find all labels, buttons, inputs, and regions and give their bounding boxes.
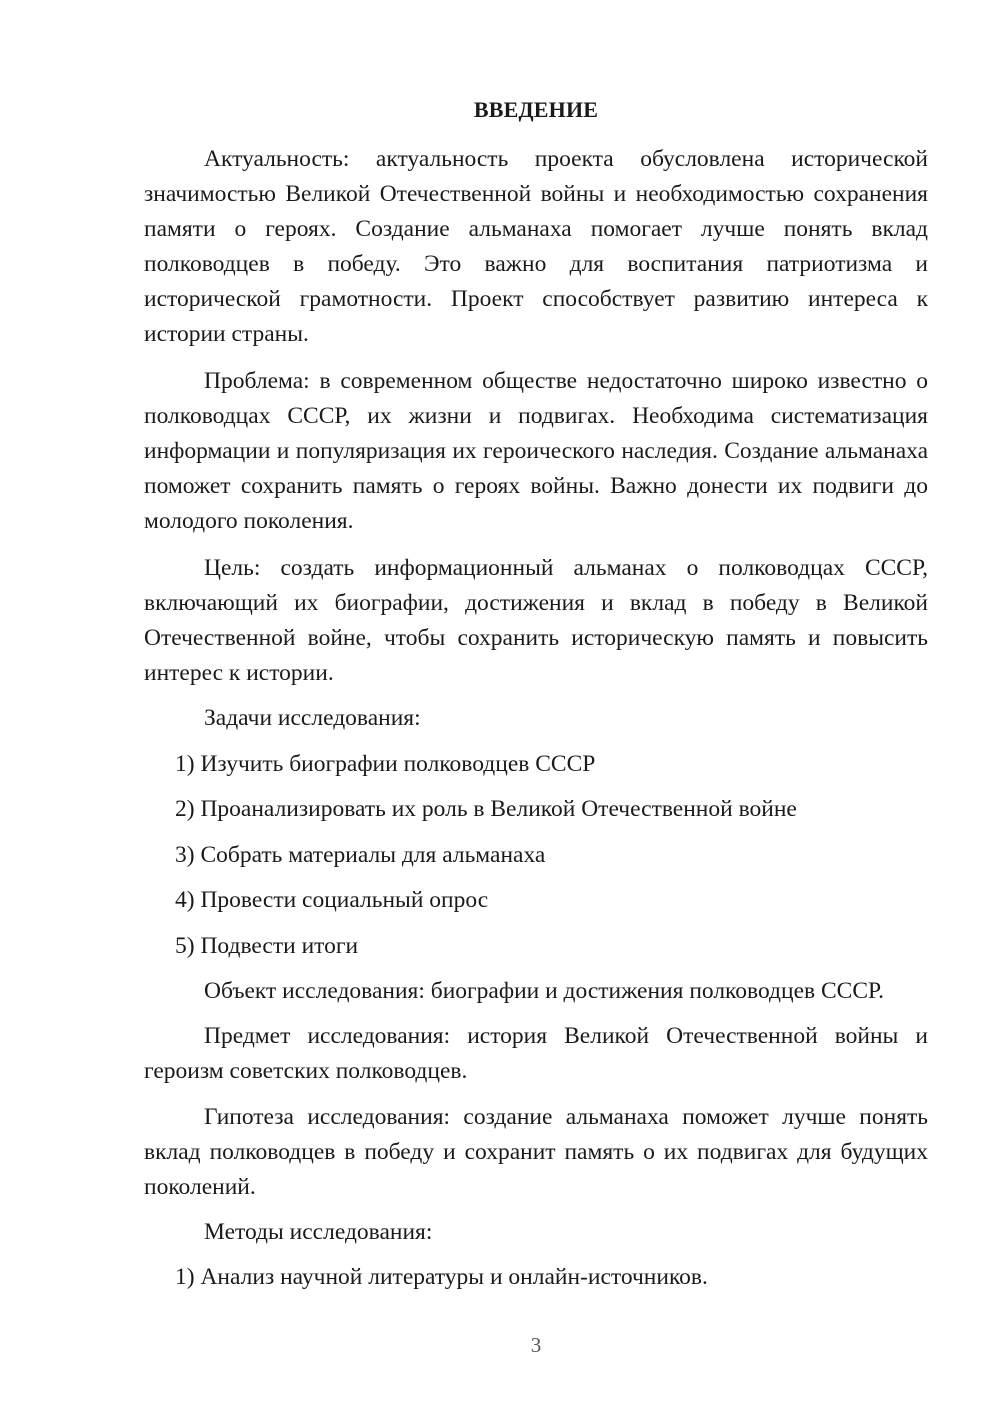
goal-paragraph: Цель: создать информационный альманах о полководцах СССР, включающий их биографии, достижения и вклад в победу в Великой Отечественной войне, чтобы сохранить историческую память и повысить интерес к истории. <box>144 555 928 686</box>
tasks-heading: Задачи исследования: <box>204 705 421 731</box>
problem-paragraph: Проблема: в современном обществе недостаточно широко известно о полководцах СССР, их жизни и подвигах. Необходима систематизация информации и популяризация их героического наследия. Создание альманаха поможет сохранить память о героях войны. Важно донести их подвиги до молодого поколения. <box>144 368 928 534</box>
task-item: 1) Изучить биографии полководцев СССР <box>175 751 596 777</box>
methods-heading: Методы исследования: <box>204 1219 433 1245</box>
page-title: ВВЕДЕНИЕ <box>473 97 599 122</box>
task-item: 5) Подвести итоги <box>175 933 359 959</box>
page-number: 3 <box>530 1333 542 1357</box>
hypothesis-paragraph: Гипотеза исследования: создание альманаха поможет лучше понять вклад полководцев в победу и сохранит память о их подвигах для будущих поколений. <box>144 1104 928 1200</box>
method-item: 1) Анализ научной литературы и онлайн-источников. <box>175 1264 708 1290</box>
subject-paragraph: Предмет исследования: история Великой Отечественной войны и героизм советских полководцев. <box>144 1023 928 1084</box>
task-item: 2) Проанализировать их роль в Великой Отечественной войне <box>175 796 797 822</box>
task-item: 4) Провести социальный опрос <box>175 887 489 913</box>
relevance-paragraph: Актуальность: актуальность проекта обусловлена исторической значимостью Великой Отечественной войны и необходимостью сохранения памяти о героях. Создание альманаха помогает лучше понять вклад полководцев в победу. Это важно для воспитания патриотизма и исторической грамотности. Проект способствует развитию интереса к истории страны. <box>144 146 928 347</box>
object-paragraph: Объект исследования: биографии и достижения полководцев СССР. <box>204 978 885 1004</box>
task-item: 3) Собрать материалы для альманаха <box>175 842 546 868</box>
